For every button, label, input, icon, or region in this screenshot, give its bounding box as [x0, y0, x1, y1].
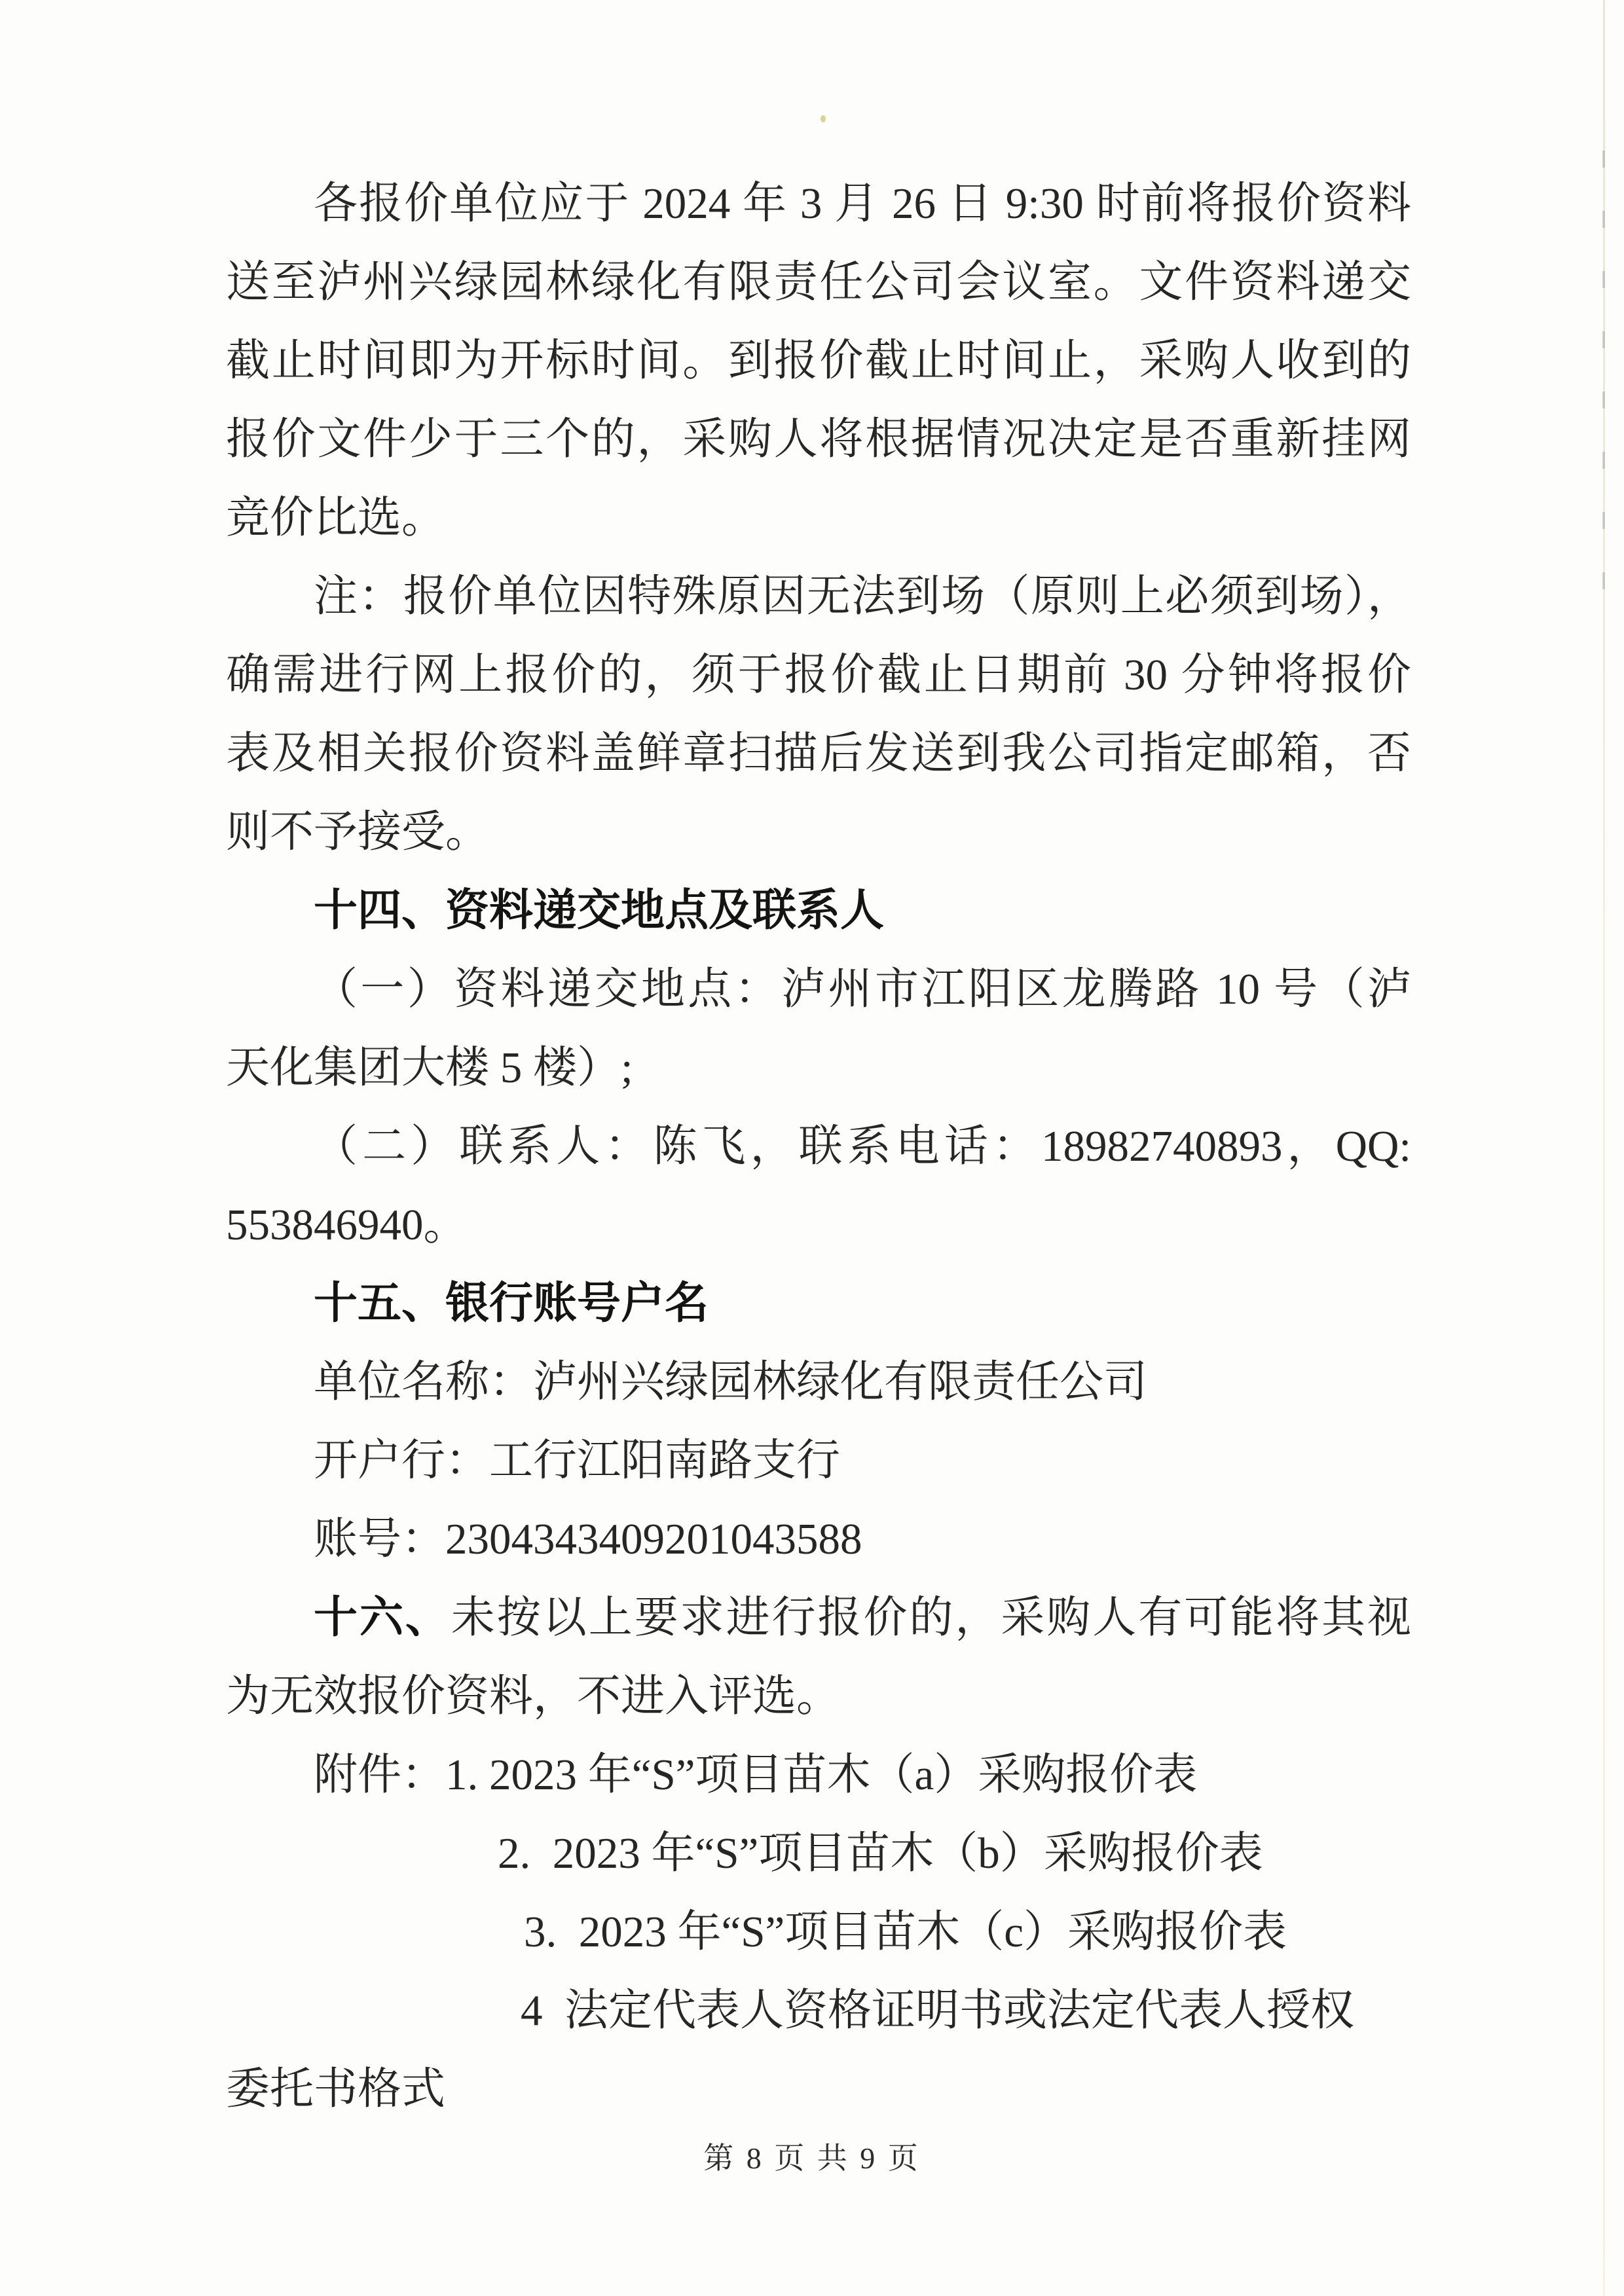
note-line: 注：报价单位因特殊原因无法到场（原则上必须到场），	[314, 572, 1411, 621]
bank-name-line: 单位名称：泸州兴绿园林绿化有限责任公司	[314, 1358, 1147, 1406]
scan-speck	[821, 115, 826, 122]
attachment-item-1: 附件：1. 2023 年“S”项目苗木（a）采购报价表	[314, 1751, 1198, 1799]
paragraph-line: 各报价单位应于 2024 年 3 月 26 日 9:30 时前将报价资料	[314, 179, 1411, 228]
page-footer: 第 8 页 共 9 页	[703, 2141, 921, 2175]
paragraph-line: 天化集团大楼 5 楼）;	[226, 1044, 633, 1092]
attachment-item-2: 2. 2023 年“S”项目苗木（b）采购报价表	[498, 1829, 1263, 1878]
paragraph-line: （一）资料递交地点：泸州市江阳区龙腾路 10 号（泸	[314, 965, 1411, 1013]
attachment-item-4: 4 法定代表人资格证明书或法定代表人授权	[521, 1986, 1354, 2035]
attachment-item-3: 3. 2023 年“S”项目苗木（c）采购报价表	[524, 1908, 1287, 1956]
note-line: 确需进行网上报价的，须于报价截止日期前 30 分钟将报价	[226, 651, 1411, 699]
paragraph-line: 报价文件少于三个的，采购人将根据情况决定是否重新挂网	[226, 415, 1411, 464]
section-heading-14: 十四、资料递交地点及联系人	[314, 886, 884, 935]
document-body	[226, 164, 1411, 2128]
scan-edge-dashes	[1602, 151, 1605, 629]
contact-line: （二）联系人：陈飞，联系电话：18982740893，QQ:	[314, 1122, 1411, 1171]
section-16-text: 未按以上要求进行报价的，采购人有可能将其视	[451, 1594, 1412, 1642]
attachment-item-4-continuation: 委托书格式	[226, 2065, 445, 2113]
section-heading-15: 十五、银行账号户名	[314, 1279, 709, 1328]
section-number-16: 十六、	[314, 1593, 451, 1642]
contact-line: 553846940。	[226, 1201, 468, 1249]
paragraph-line: 为无效报价资料，不进入评选。	[226, 1672, 840, 1721]
note-line: 表及相关报价资料盖鲜章扫描后发送到我公司指定邮箱，否	[226, 729, 1411, 778]
bank-branch-line: 开户行：工行江阳南路支行	[314, 1436, 840, 1485]
note-line: 则不予接受。	[226, 808, 489, 856]
paragraph-line: 送至泸州兴绿园林绿化有限责任公司会议室。文件资料递交	[226, 258, 1411, 306]
bank-account-line: 账号：2304343409201043588	[314, 1515, 862, 1563]
section-heading-16-line	[226, 1578, 1411, 1657]
paragraph-line: 截止时间即为开标时间。到报价截止时间止，采购人收到的	[226, 337, 1411, 385]
paragraph-line: 竞价比选。	[226, 494, 445, 542]
